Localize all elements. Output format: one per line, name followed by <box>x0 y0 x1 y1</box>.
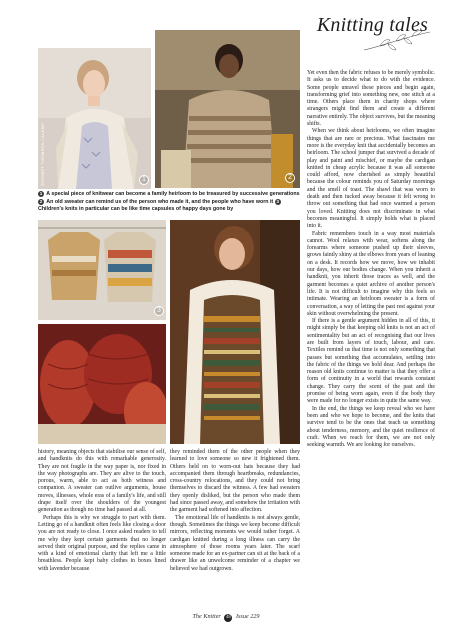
caption-text: Children's knits in particular can be like time capsules of happy days gone by <box>38 206 234 213</box>
photo-red-knits <box>38 324 166 444</box>
childrens-knits-image <box>38 220 166 320</box>
photo-number-badge: 3 <box>154 306 164 316</box>
article-column-bottom-left <box>38 449 166 573</box>
photo-number-badge: 2 <box>285 173 295 183</box>
man-sweater-image <box>155 30 300 188</box>
page-title: Knitting tales <box>316 14 428 36</box>
article-paragraph: In the end, the things we keep reveal who we have been and who we hope to become, and the knits that survive tend to be the ones that teach us something about tenderness, memory, and the quiet resilience of craft. When we reach for them, we are not only seeking warmth. We are looking for ourselves. <box>307 405 435 449</box>
red-knits-image <box>38 324 166 444</box>
caption-number: 2 <box>39 198 43 204</box>
photo-woman-shawl <box>38 48 151 189</box>
article-column-bottom-middle <box>170 449 300 573</box>
caption-number: 3 <box>276 198 279 204</box>
fair-isle-vest-image <box>170 220 300 444</box>
caption-text: A special piece of knitwear can become a family heirloom to be treasured by successive generations <box>46 191 300 197</box>
photo-man-sweater <box>155 30 300 188</box>
photo-fair-isle-vest <box>170 220 300 444</box>
article-paragraph: When we think about heirlooms, we often imagine things that are rare or precious. What fascinates me more is the everyday knit that accidentally becomes an heirloom. The school jumper that survived a decade of play and paint and mischief, or maybe the cardigan knitted in cheap acrylic because it was all someone could afford, now cherished as simply beautiful because the colour reminds you of Saturday mornings and the smell of toast. The shawl that was worn to death and then tucked away because it felt wrong to throw out something that had once warmed a person you loved. Knitting does not discriminate in what becomes meaningful. It simply holds what is placed into it. <box>307 128 435 230</box>
article-column-right <box>307 70 435 449</box>
article-paragraph: they reminded them of the other people when they learned to love someone so new it frightened them. Others held on to worn-out hats because they had accompanied them through heartbreaks, redundancies, cross-country relocations, and they could not bring themselves to discard the witness. A few had sweaters they openly disliked, but the person who made them had since passed away, and somehow the irritation with the garment had softened into affection. <box>170 449 300 514</box>
page-number: 48 <box>226 615 231 620</box>
article-paragraph: history, meaning objects that stabilise our sense of self, and handknits do this with remarkable generosity. They are not fragile in the way paper is, nor fixed in the way photographs are. They are alive to the touch, porous, warm, able to act as both witness and companion. A sweater can outlive arguments, house moves, illnesses, whole eras of a family's life, and still drape itself over the shoulders of the youngest generation as though no time had passed at all. <box>38 449 166 514</box>
caption-text: An old sweater can remind us of the person who made it, and the people who have worn it <box>46 198 274 205</box>
photo-number-badge: 1 <box>139 175 149 185</box>
page-footer <box>0 613 452 622</box>
magazine-name: The Knitter <box>192 613 221 620</box>
photo-caption <box>38 191 300 214</box>
photo-credit: SCHMIDT THOMSON / ALAMY <box>40 122 45 186</box>
photo-childrens-knits <box>38 220 166 320</box>
article-paragraph: If there is a gentle argument hidden in all of this, it might simply be that keeping old knits is not an act of sentimentality but an act of recognising that our lives are built from layers of touch, labour, and care. Textiles remind us that time is not only something that passes but something that accumulates, settling into the fabric of the things we hold dear. And perhaps the reason old knits continue to matter is that they offer a form of continuity in a world that rewards constant change. They carry the scent of the past and the promise of being worn again, even if the body they were made for no longer exists in quite the same way. <box>307 318 435 405</box>
article-paragraph: Perhaps this is why we struggle to part with them. Letting go of a handknit often feels like closing a door you are not ready to close. I once asked readers to tell me why they kept certain garments that no longer served their original purpose, and the replies came in with a kind of emotional clarity that left me a little breathless. People kept baby clothes in boxes lined with lavender because <box>38 514 166 572</box>
article-paragraph: The emotional life of handknits is not always gentle, though. Sometimes the things we keep become difficult mirrors, reflecting moments we would rather forget. A cardigan knitted during a long illness can carry the atmosphere of those rooms years later. The scarf someone made for an ex-partner can sit at the back of a drawer like an unwelcome reminder of a chapter we believed we had outgrown. <box>170 514 300 572</box>
woman-shawl-image <box>38 48 151 189</box>
caption-number: 1 <box>39 191 43 196</box>
leaf-branch-icon <box>362 28 432 54</box>
article-paragraph: Yet even then the fabric refuses to be merely symbolic. It asks us to decide what to do with the evidence. Some people unravel these pieces and begin again, transforming grief into something new, one stitch at a time. Others place them in charity shops where strangers might find them and create a different narrative entirely. The object survives, but the meaning shifts. <box>307 70 435 128</box>
issue-number: Issue 229 <box>235 613 260 620</box>
article-paragraph: Fabric remembers touch in a way most materials cannot. Wool relaxes with wear, softens along the forearms where someone pushed up their sleeves, grows faintly shiny at the elbows from years of leaning on a desk. It records how we move, how we inhabit our days, how our bodies change. When you inherit a handknit, you inherit those traces as well, and the garment becomes a quiet archive of another person's life. It is not difficult to imagine why this feels so intimate. Wearing an heirloom sweater is a form of conversation, a way of letting the past rest against your skin without overwhelming the present. <box>307 230 435 317</box>
